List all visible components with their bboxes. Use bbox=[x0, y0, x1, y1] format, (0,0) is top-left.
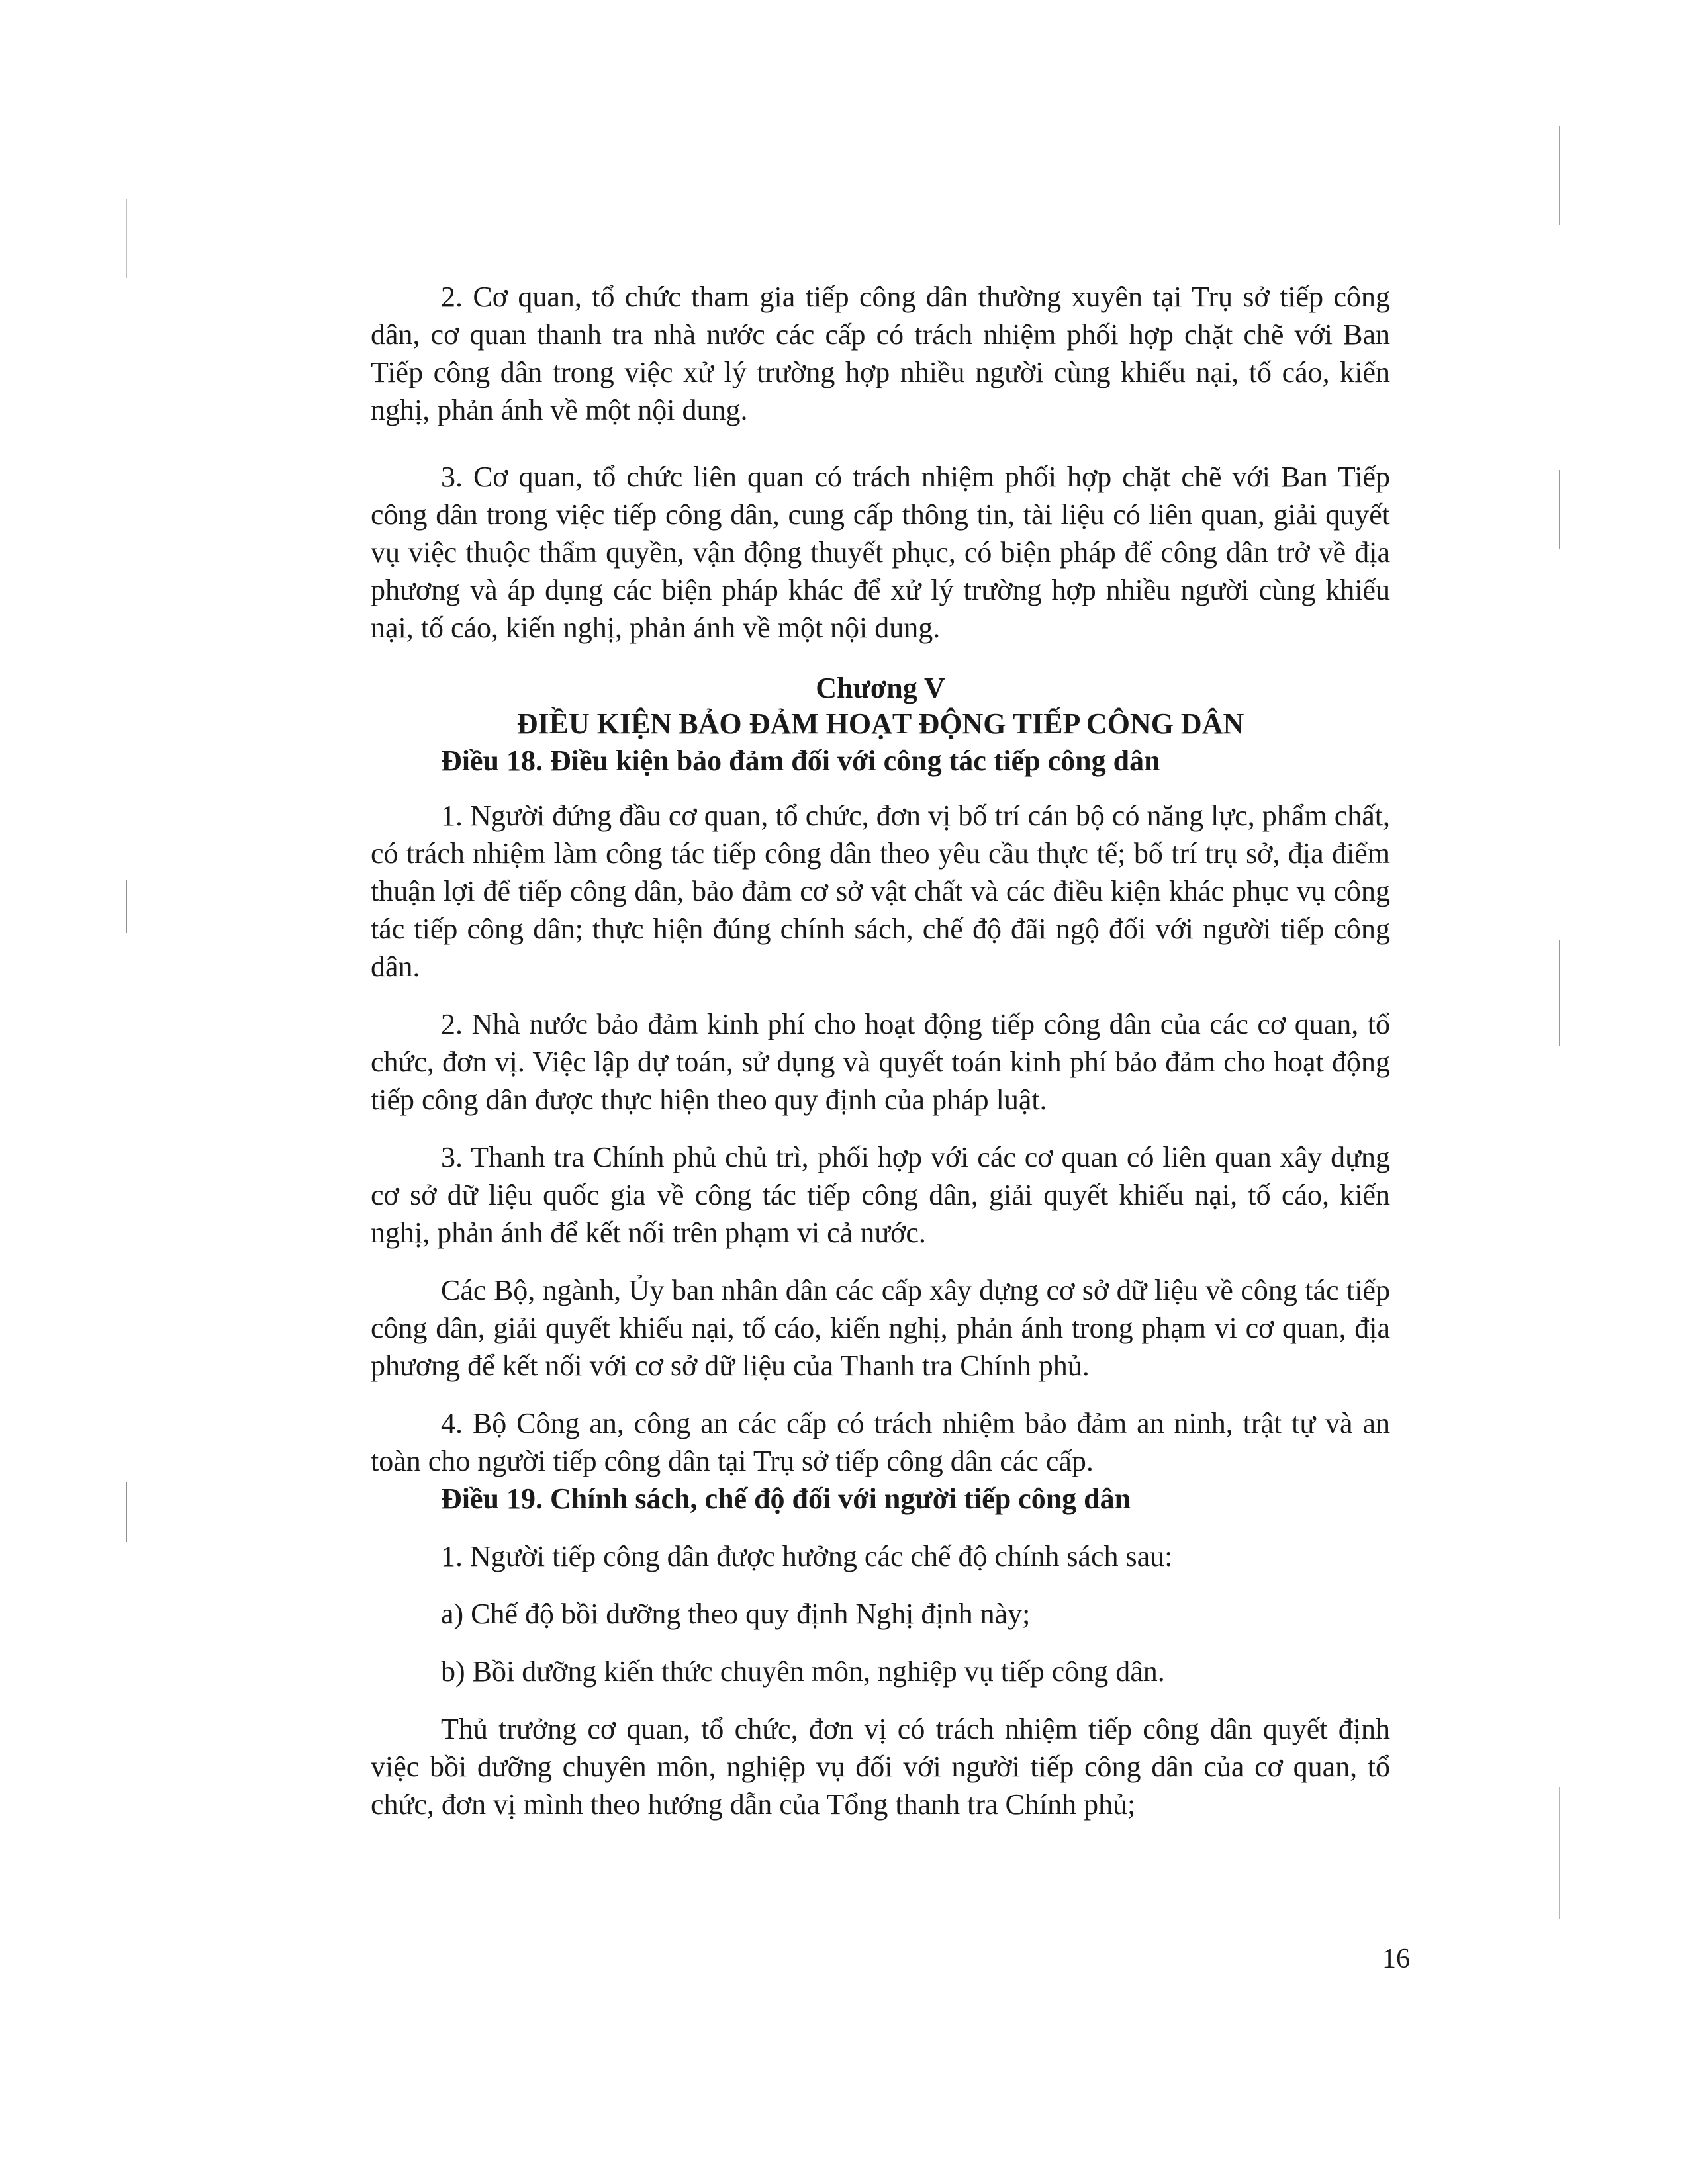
paragraph-clause-2: 2. Cơ quan, tổ chức tham gia tiếp công dân thường xuyên tại Trụ sở tiếp công dân, cơ quan thanh tra nhà nước các cấp có trách nhiệm phối hợp chặt chẽ với Ban Tiếp công dân trong việc xử lý trường hợp nhiều người cùng khiếu nại, tố cáo, kiến nghị, phản ánh về một nội dung. bbox=[371, 281, 1390, 426]
article-19-clause-1: 1. Người tiếp công dân được hưởng các chế độ chính sách sau: bbox=[441, 1540, 1173, 1572]
article-18-clause-1: 1. Người đứng đầu cơ quan, tổ chức, đơn vị bố trí cán bộ có năng lực, phẩm chất, có trách nhiệm làm công tác tiếp công dân theo yêu cầu thực tế; bố trí trụ sở, địa điểm thuận lợi để tiếp công dân, bảo đảm cơ sở vật chất và các điều kiện khác phục vụ công tác tiếp công dân; thực hiện đúng chính sách, chế độ đãi ngộ đối với người tiếp công dân. bbox=[371, 799, 1390, 983]
article-19-item-a: a) Chế độ bồi dưỡng theo quy định Nghị định này; bbox=[441, 1598, 1031, 1630]
article-19-paragraph: Thủ trưởng cơ quan, tổ chức, đơn vị có trách nhiệm tiếp công dân quyết định việc bồi dưỡng chuyên môn, nghiệp vụ đối với người tiếp công dân của cơ quan, tổ chức, đơn vị mình theo hướng dẫn của Tổng thanh tra Chính phủ; bbox=[371, 1713, 1390, 1821]
scan-edge-right bbox=[1559, 1787, 1560, 1919]
scan-edge-right bbox=[1559, 940, 1560, 1046]
document-page bbox=[371, 278, 1390, 1823]
chapter-title: ĐIỀU KIỆN BẢO ĐẢM HOẠT ĐỘNG TIẾP CÔNG DÂN bbox=[516, 707, 1244, 740]
page-number: 16 bbox=[1382, 1944, 1410, 1974]
chapter-number: Chương V bbox=[816, 672, 945, 704]
article-19-heading: Điều 19. Chính sách, chế độ đối với người tiếp công dân bbox=[441, 1482, 1131, 1515]
article-18-clause-2: 2. Nhà nước bảo đảm kinh phí cho hoạt động tiếp công dân của các cơ quan, tổ chức, đơn vị. Việc lập dự toán, sử dụng và quyết toán kinh phí bảo đảm cho hoạt động tiếp công dân được thực hiện theo quy định của pháp luật. bbox=[371, 1008, 1390, 1116]
paragraph-clause-3: 3. Cơ quan, tổ chức liên quan có trách nhiệm phối hợp chặt chẽ với Ban Tiếp công dân trong việc tiếp công dân, cung cấp thông tin, tài liệu có liên quan, giải quyết vụ việc thuộc thẩm quyền, vận động thuyết phục, có biện pháp để công dân trở về địa phương và áp dụng các biện pháp khác để xử lý trường hợp nhiều người cùng khiếu nại, tố cáo, kiến nghị, phản ánh về một nội dung. bbox=[371, 461, 1390, 644]
article-18-heading: Điều 18. Điều kiện bảo đảm đối với công tác tiếp công dân bbox=[441, 745, 1160, 777]
scan-edge-right bbox=[1559, 126, 1560, 225]
scan-edge-left bbox=[126, 199, 127, 278]
chapter-heading bbox=[371, 670, 1390, 742]
scan-edge-left bbox=[126, 880, 127, 933]
scan-edge-right bbox=[1559, 470, 1560, 549]
article-19-item-b: b) Bồi dưỡng kiến thức chuyên môn, nghiệp vụ tiếp công dân. bbox=[441, 1655, 1165, 1688]
article-18-clause-3: 3. Thanh tra Chính phủ chủ trì, phối hợp với các cơ quan có liên quan xây dựng cơ sở dữ liệu quốc gia về công tác tiếp công dân, giải quyết khiếu nại, tố cáo, kiến nghị, phản ánh để kết nối trên phạm vi cả nước. bbox=[371, 1141, 1390, 1249]
article-18-clause-3-cont: Các Bộ, ngành, Ủy ban nhân dân các cấp xây dựng cơ sở dữ liệu về công tác tiếp công dân, giải quyết khiếu nại, tố cáo, kiến nghị, phản ánh trong phạm vi cơ quan, địa phương để kết nối với cơ sở dữ liệu của Thanh tra Chính phủ. bbox=[371, 1274, 1390, 1382]
article-18-clause-4: 4. Bộ Công an, công an các cấp có trách nhiệm bảo đảm an ninh, trật tự và an toàn cho người tiếp công dân tại Trụ sở tiếp công dân các cấp. bbox=[371, 1407, 1390, 1477]
scan-edge-left bbox=[126, 1482, 127, 1542]
